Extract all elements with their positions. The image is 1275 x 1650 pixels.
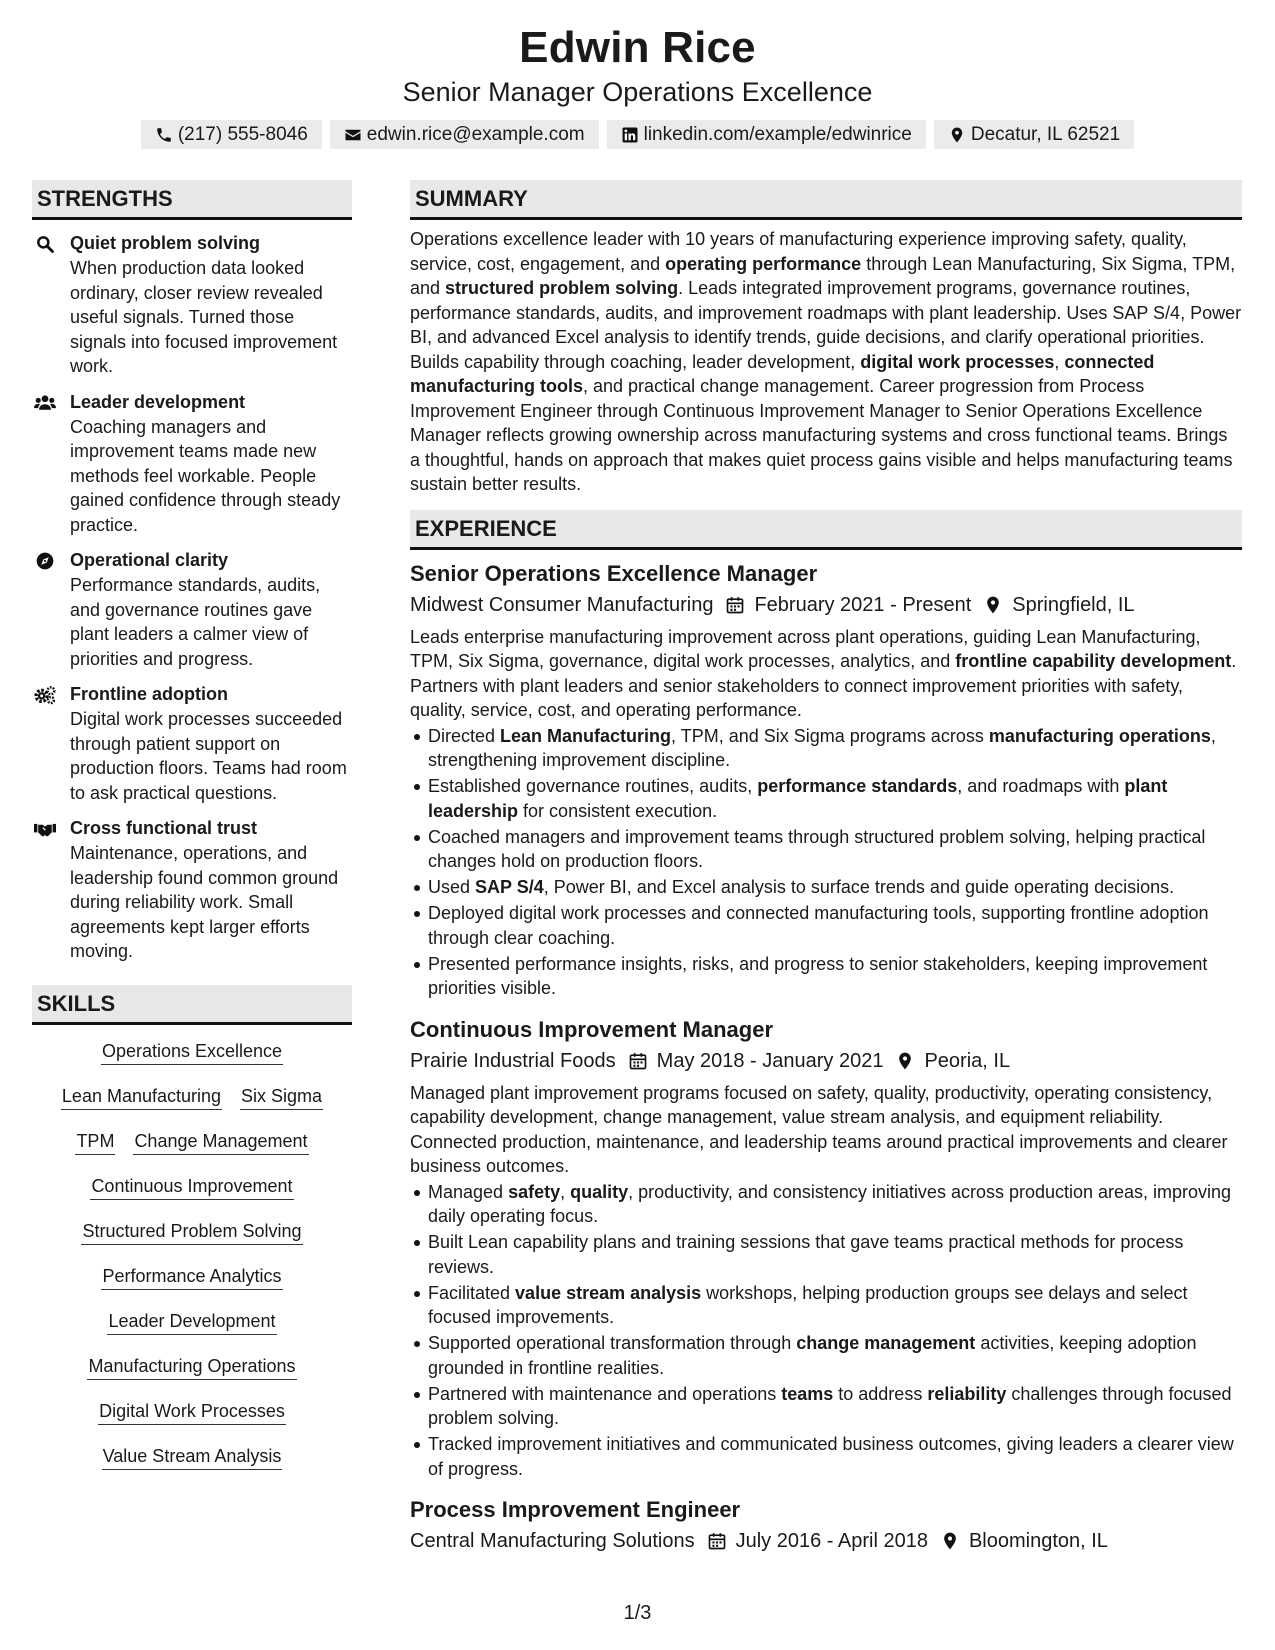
job-company: Central Manufacturing Solutions: [410, 1530, 695, 1552]
summary-text: [410, 227, 1242, 497]
experience-list: [410, 559, 1242, 1557]
skill-row: [32, 1121, 352, 1166]
left-column: [32, 180, 352, 1481]
skills-heading: SKILLS: [32, 985, 352, 1025]
bullet-text: Presented performance insights, risks, and progress to senior stakeholders, keeping improvement priorities visible.: [428, 953, 1208, 998]
skill-tag: Continuous Improvement: [90, 1175, 293, 1200]
skill-tag: Lean Manufacturing: [61, 1085, 222, 1110]
job-desc-text: Managed plant improvement programs focused on safety, quality, productivity, operating consistency, capability development, change management, value stream analysis, and equipment reliability. Connected production, maintenance, and leadership teams around practical improvements and clearer business outcomes.: [410, 1082, 1228, 1176]
map-pin-icon: [983, 595, 1003, 615]
job-bullets: [410, 1180, 1242, 1482]
bullet-item: [410, 825, 1242, 874]
job-desc-text: . Partners with plant leaders and senior stakeholders to connect improvement priorities with safety, quality, service, cost, and operating performance.: [410, 651, 1237, 720]
summary-text: , and practical change management. Career progression from Process Improvement Engineer through Continuous Improvement Manager to Senior Operations Excellence Manager reflects growing ownership across manufacturing systems and cross functional teams. Brings a thoughtful, hands on approach that makes quiet process gains visible and helps manufacturing teams sustain better results.: [410, 376, 1233, 494]
job-description: [410, 625, 1242, 723]
job-title: Process Improvement Engineer: [410, 1497, 741, 1522]
contact-location: [934, 120, 1134, 149]
bullet-bold: Lean Manufacturing: [500, 725, 672, 746]
calendar-icon: [707, 1531, 727, 1551]
job-meta: [410, 590, 1242, 620]
skill-row: [32, 1436, 352, 1481]
bullet-text: to address: [833, 1383, 928, 1404]
bullet-text: , and roadmaps with: [957, 776, 1125, 796]
skill-tag: Six Sigma: [240, 1085, 323, 1110]
contact-linkedin-text[interactable]: linkedin.com/example/edwinrice: [643, 124, 912, 145]
bullet-item: [410, 774, 1242, 823]
bullet-item: [410, 901, 1242, 950]
map-pin-icon: [948, 126, 966, 144]
contact-phone-text: (217) 555-8046: [177, 124, 308, 145]
page-number: 1/3: [623, 1602, 652, 1624]
bullet-text: workshops, helping production groups see delays and select focused improvements.: [428, 1282, 1188, 1327]
summary-bold: connected manufacturing tools: [410, 351, 1155, 396]
phone-icon: [155, 126, 173, 144]
bullet-text: Facilitated: [428, 1282, 516, 1303]
summary-bold: operating performance: [665, 253, 862, 274]
skill-row: [32, 1211, 352, 1256]
bullet-bold: safety: [508, 1181, 561, 1202]
bullet-text: Built Lean capability plans and training sessions that gave teams practical methods for process reviews.: [428, 1232, 1184, 1277]
strength-item: [32, 548, 352, 671]
bullet-text: activities, keeping adoption grounded in frontline realities.: [428, 1333, 1197, 1378]
gears-icon: [34, 685, 56, 705]
bullet-text: for consistent execution.: [518, 800, 718, 821]
skill-tag: Digital Work Processes: [98, 1400, 286, 1425]
strength-title: Quiet problem solving: [70, 233, 261, 253]
job-company: Midwest Consumer Manufacturing: [410, 593, 714, 616]
bullet-text: Deployed digital work processes and connected manufacturing tools, supporting frontline adoption through clear coaching.: [428, 903, 1209, 948]
summary-text: ,: [1054, 351, 1065, 372]
job-dates: July 2016 - April 2018: [735, 1530, 928, 1552]
job-title: Continuous Improvement Manager: [410, 1016, 774, 1042]
strength-desc: When production data looked ordinary, closer review revealed useful signals. Turned those signals into focused improvement work.: [70, 258, 338, 376]
contact-email-text[interactable]: edwin.rice@example.com: [366, 124, 585, 145]
skill-tag: Structured Problem Solving: [81, 1220, 302, 1245]
summary-bold: structured problem solving: [445, 278, 679, 298]
bullet-bold: change management: [796, 1333, 976, 1353]
skill-tag: Performance Analytics: [101, 1265, 282, 1290]
skill-tag: Manufacturing Operations: [87, 1355, 296, 1380]
contact-location-text: Decatur, IL 62521: [970, 124, 1121, 145]
contact-phone: [141, 120, 322, 149]
bullet-item: [410, 1432, 1242, 1481]
linkedin-icon: [621, 126, 639, 144]
bullet-bold: teams: [781, 1383, 834, 1404]
skill-row: [32, 1166, 352, 1211]
job-desc-text: Leads enterprise manufacturing improvement across plant operations, guiding Lean Manufacturing, TPM, Six Sigma, governance, digital work processes, analytics, and: [410, 626, 1201, 671]
summary-bold: digital work processes: [860, 351, 1055, 372]
strength-item: [32, 390, 352, 538]
job-description: [410, 1081, 1242, 1179]
users-icon: [34, 393, 56, 413]
skill-row: [32, 1256, 352, 1301]
strength-title: Cross functional trust: [70, 818, 258, 838]
strengths-heading: STRENGTHS: [32, 180, 352, 220]
contact-bar: [0, 120, 1275, 149]
bullet-text: Managed: [428, 1181, 509, 1202]
skill-row: [32, 1031, 352, 1076]
envelope-icon: [344, 126, 362, 144]
candidate-title: Senior Manager Operations Excellence: [402, 77, 873, 107]
job-meta: [410, 1046, 1242, 1076]
skill-tag: TPM: [75, 1130, 115, 1155]
bullet-text: Established governance routines, audits,: [428, 776, 758, 796]
bullet-item: [410, 1331, 1242, 1380]
skills-list: [32, 1025, 352, 1481]
bullet-item: [410, 1382, 1242, 1431]
strength-title: Frontline adoption: [70, 684, 228, 704]
bullet-bold: performance standards: [757, 776, 958, 796]
strength-desc: Performance standards, audits, and governance routines gave plant leaders a calmer view of priorities and progress.: [70, 575, 321, 669]
strength-item: [32, 231, 352, 379]
search-icon: [34, 234, 56, 254]
skill-tag: Value Stream Analysis: [102, 1445, 283, 1470]
bullet-bold: value stream analysis: [515, 1282, 702, 1303]
bullet-text: , Power BI, and Excel analysis to surface trends and guide operating decisions.: [543, 877, 1175, 897]
map-pin-icon: [940, 1531, 960, 1551]
compass-icon: [34, 551, 56, 571]
bullet-item: [410, 1281, 1242, 1330]
job-location: Springfield, IL: [1012, 593, 1135, 616]
job-dates: May 2018 - January 2021: [656, 1049, 884, 1072]
job-location: Bloomington, IL: [968, 1530, 1108, 1552]
skill-row: [32, 1391, 352, 1436]
job-title: Senior Operations Excellence Manager: [410, 560, 818, 586]
skill-row: [32, 1346, 352, 1391]
skill-row: [32, 1076, 352, 1121]
skill-tag: Operations Excellence: [101, 1040, 283, 1065]
bullet-bold: manufacturing operations: [988, 725, 1211, 746]
bullet-text: ,: [560, 1181, 571, 1202]
job-bullets: [410, 724, 1242, 1001]
job-dates: February 2021 - Present: [754, 593, 972, 616]
strength-item: [32, 682, 352, 805]
strength-desc: Maintenance, operations, and leadership found common ground during reliability work. Small agreements kept larger efforts moving.: [70, 843, 339, 961]
right-column: [410, 180, 1242, 1556]
bullet-bold: reliability: [927, 1383, 1007, 1404]
strength-item: [32, 816, 352, 964]
bullet-bold: SAP S/4: [475, 877, 544, 897]
summary-heading: SUMMARY: [410, 180, 1242, 220]
resume-header: [0, 22, 1275, 149]
contact-linkedin[interactable]: [607, 120, 926, 149]
skill-tag: Leader Development: [107, 1310, 276, 1335]
job-desc-bold: frontline capability development: [955, 651, 1232, 671]
bullet-text: Used: [428, 877, 476, 897]
bullet-item: [410, 875, 1242, 900]
experience-heading: EXPERIENCE: [410, 510, 1242, 550]
summary-text: . Leads integrated improvement programs, governance routines, performance standards, audits, and improvement roadmaps with plant leadership. Uses SAP S/4, Power BI, and advanced Excel analysis to identify trends, guide decisions, and clarify operational priorities. Builds capability through coaching, leader development,: [410, 278, 1242, 372]
contact-email[interactable]: [330, 120, 599, 149]
job-entry: [410, 1495, 1242, 1556]
bullet-item: [410, 724, 1242, 773]
summary-text: Operations excellence leader with 10 years of manufacturing experience improving safety, quality, service, cost, engagement, and: [410, 229, 1187, 274]
bullet-text: , TPM, and Six Sigma programs across: [671, 725, 989, 746]
job-company: Prairie Industrial Foods: [410, 1049, 616, 1072]
strength-title: Leader development: [70, 391, 246, 412]
bullet-item: [410, 1180, 1242, 1229]
bullet-text: Directed: [428, 725, 501, 746]
calendar-icon: [725, 595, 745, 615]
bullet-bold: quality: [570, 1181, 629, 1202]
summary-text: through Lean Manufacturing, Six Sigma, TPM, and: [410, 253, 1236, 298]
bullet-bold: plant leadership: [428, 776, 1168, 821]
map-pin-icon: [895, 1051, 915, 1071]
job-location: Peoria, IL: [924, 1049, 1011, 1072]
bullet-text: Partnered with maintenance and operations: [428, 1383, 782, 1404]
job-entry: [410, 559, 1242, 1001]
handshake-icon: [34, 819, 56, 839]
skill-tag: Change Management: [133, 1130, 308, 1155]
bullet-text: challenges through focused problem solving.: [428, 1383, 1232, 1428]
bullet-item: [410, 1230, 1242, 1279]
candidate-name: Edwin Rice: [519, 23, 756, 72]
bullet-text: Coached managers and improvement teams through structured problem solving, helping practical changes hold on production floors.: [428, 826, 1206, 871]
strength-title: Operational clarity: [70, 550, 229, 570]
job-entry: [410, 1015, 1242, 1482]
strength-desc: Coaching managers and improvement teams made new methods feel workable. People gained confidence through steady practice.: [70, 416, 341, 535]
bullet-text: , strengthening improvement discipline.: [428, 725, 1216, 770]
skill-row: [32, 1301, 352, 1346]
bullet-text: , productivity, and consistency initiatives across production areas, improving daily operating focus.: [428, 1181, 1232, 1226]
calendar-icon: [628, 1051, 648, 1071]
strength-desc: Digital work processes succeeded through patient support on production floors. Teams had room to ask practical questions.: [70, 709, 347, 803]
bullet-text: Supported operational transformation through: [428, 1333, 797, 1353]
bullet-item: [410, 952, 1242, 1001]
bullet-text: Tracked improvement initiatives and communicated business outcomes, giving leaders a clearer view of progress.: [428, 1434, 1234, 1479]
job-meta: [410, 1526, 1242, 1556]
